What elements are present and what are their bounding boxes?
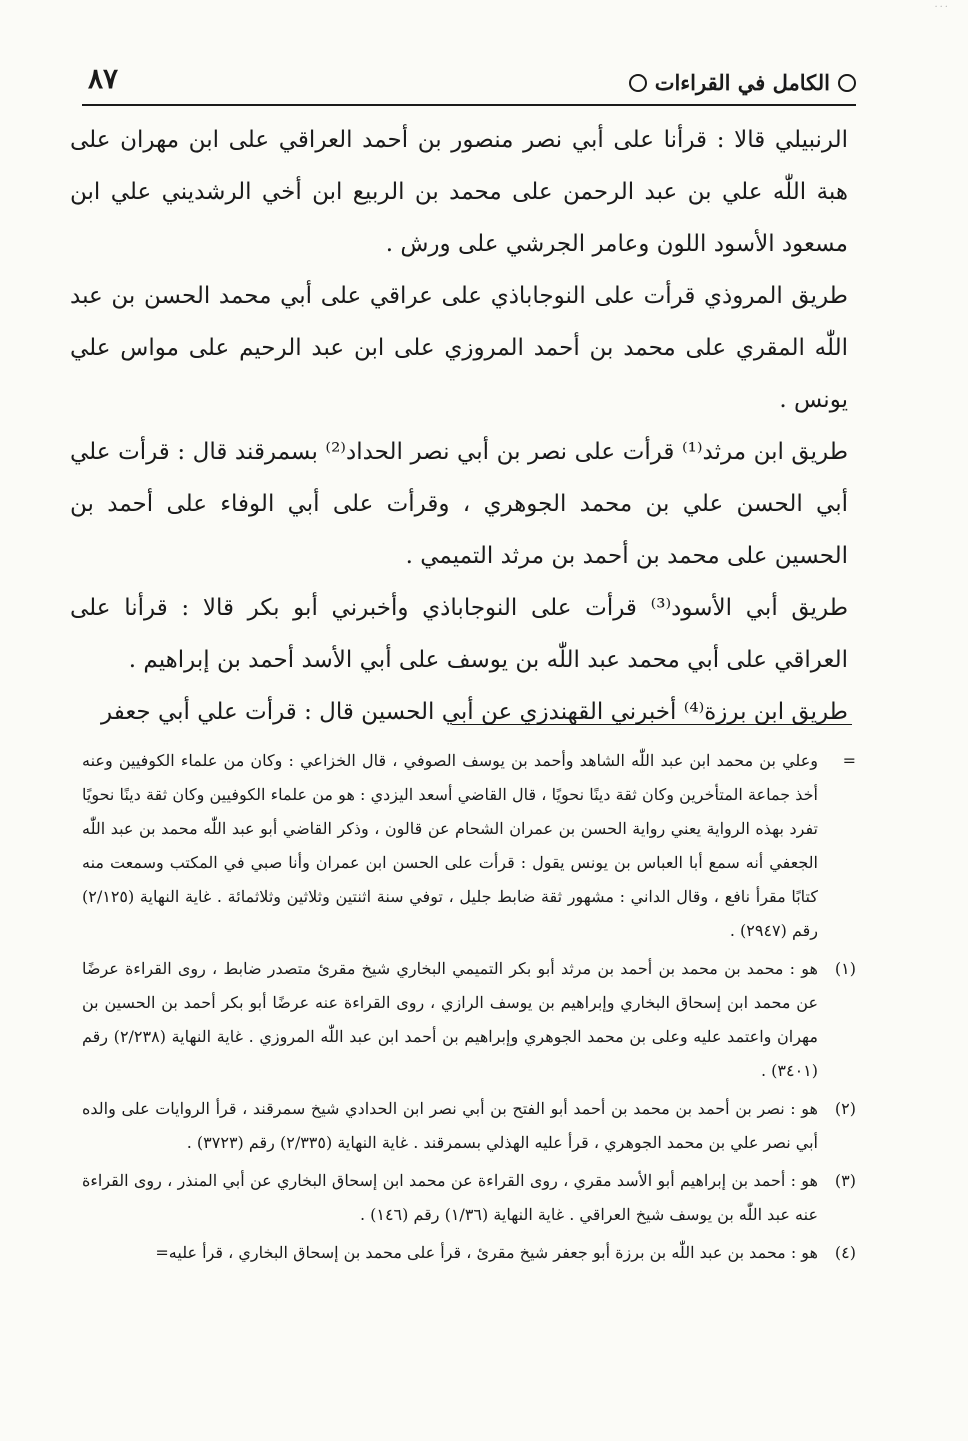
footnote xyxy=(82,744,856,948)
footnote xyxy=(82,1092,856,1160)
footnotes xyxy=(82,744,856,1274)
footnote-text: وعلي بن محمد ابن عبد اللّٰه الشاهد وأحمد بن يوسف الصوفي ، قال الخزاعي : وكان من علماء الكوفيين وعنه أخذ جماعة المتأخرين وكان ثقة دينًا نحويًا ، قال القاضي أسعد اليزدي : هو من علماء الكوفيين وكان ثقة دينًا نحويًا تفرد بهذه الرواية يعني رواية الحسن بن عمران الشحام عن قالون ، وذكر القاضي أبو عبد اللّٰه محمد بن عبد اللّٰه الجعفي أنه سمع أبا العباس بن يونس يقول : قرأت على الحسن ابن عمران وأنا صبي في المكتب وسمعت منه كتابًا مقرأ نافع ، وقال الداني : مشهور ثقة ضابط جليل ، توفي سنة اثنتين وثلاثين وثلاثمائة . غاية النهاية (٢/١٢٥) رقم (٢٩٤٧) . xyxy=(82,751,819,940)
footnote-marker: (٣) xyxy=(834,1171,856,1190)
footnote-separator xyxy=(452,724,852,725)
footnote xyxy=(82,952,856,1088)
circle-ornament-icon xyxy=(629,74,647,92)
footnote-text: هو : أحمد بن إبراهيم أبو الأسد مقري ، روى القراءة عن محمد ابن إسحاق البخاري عن أبي المنذر ، روى القراءة عنه عبد اللّٰه بن يوسف شيخ العراقي . غاية النهاية (١/٣٦) رقم (١٤٦) . xyxy=(82,1171,818,1224)
footnote-marker: (٤) xyxy=(834,1243,856,1262)
paragraph: طريق ابن برزة⁽⁴⁾ أخبرني القهندزي عن أبي الحسين قال : قرأت علي أبي جعفر xyxy=(101,699,848,725)
footnote-text: هو : محمد بن محمد بن أحمد بن مرثد أبو بكر التميمي البخاري شيخ مقرئ متصدر ضابط ، روى القراءة عرضًا عن محمد ابن إسحاق البخاري وإبراهيم بن يوسف الرازي ، روى القراءة عنه عرضًا أبو بكر أحمد بن الحسين بن مهران واعتمد عليه وعلى بن محمد الجوهري وإبراهيم بن أحمد ابن عبد اللّٰه المروزي . غاية النهاية (٢/٢٣٨) رقم (٣٤٠١) . xyxy=(82,959,819,1080)
main-text xyxy=(70,114,848,738)
paragraph: الرنبيلي قالا : قرأنا على أبي نصر منصور بن أحمد العراقي على ابن مهران على هبة اللّٰه علي بن عبد الرحمن على محمد بن الربيع ابن أخي الرشديني علي ابن مسعود الأسود اللون وعامر الجرشي على ورش . xyxy=(70,127,848,257)
circle-ornament-icon xyxy=(838,74,856,92)
footnote-marker: (١) xyxy=(834,959,856,978)
footnote-text: هو : محمد بن عبد اللّٰه بن برزة أبو جعفر شيخ مقرئ ، قرأ على محمد بن إسحاق البخاري ، قرأ عليه= xyxy=(155,1243,818,1262)
footnote xyxy=(82,1236,856,1270)
running-title xyxy=(629,70,856,95)
scan-corner-mark: ··· xyxy=(934,2,950,13)
footnote-marker: = xyxy=(842,751,856,770)
footnote xyxy=(82,1164,856,1232)
page-header xyxy=(82,60,856,106)
paragraph: طريق المروذي قرأت على النوجاباذي على عراقي على أبي محمد الحسن بن عبد اللّٰه المقري على محمد بن أحمد المروزي على ابن عبد الرحيم على مواس علي يونس . xyxy=(70,283,848,413)
running-title-text: الكامل في القراءات xyxy=(654,70,830,95)
footnote-text: هو : نصر بن أحمد بن محمد بن أحمد أبو الفتح بن أبي نصر ابن الحدادي شيخ سمرقند ، قرأ الروايات على والده أبي نصر علي بن محمد الجوهري ، قرأ عليه الهذلي بسمرقند . غاية النهاية (٢/٣٣٥) رقم (٣٧٢٣) . xyxy=(82,1099,818,1152)
footnote-marker: (٢) xyxy=(834,1099,856,1118)
paragraph: طريق أبي الأسود⁽³⁾ قرأت على النوجاباذي وأخبرني أبو بكر قالا : قرأنا على العراقي على أبي محمد عبد اللّٰه بن يوسف على أبي الأسد أحمد بن إبراهيم . xyxy=(70,595,848,673)
page-number: ٨٧ xyxy=(88,62,119,95)
paragraph: طريق ابن مرثد⁽¹⁾ قرأت على نصر بن أبي نصر الحداد⁽²⁾ بسمرقند قال : قرأت علي أبي الحسن علي بن محمد الجوهري ، وقرأت على أبي الوفاء على أحمد بن الحسين على محمد بن أحمد بن مرثد التميمي . xyxy=(70,439,849,569)
